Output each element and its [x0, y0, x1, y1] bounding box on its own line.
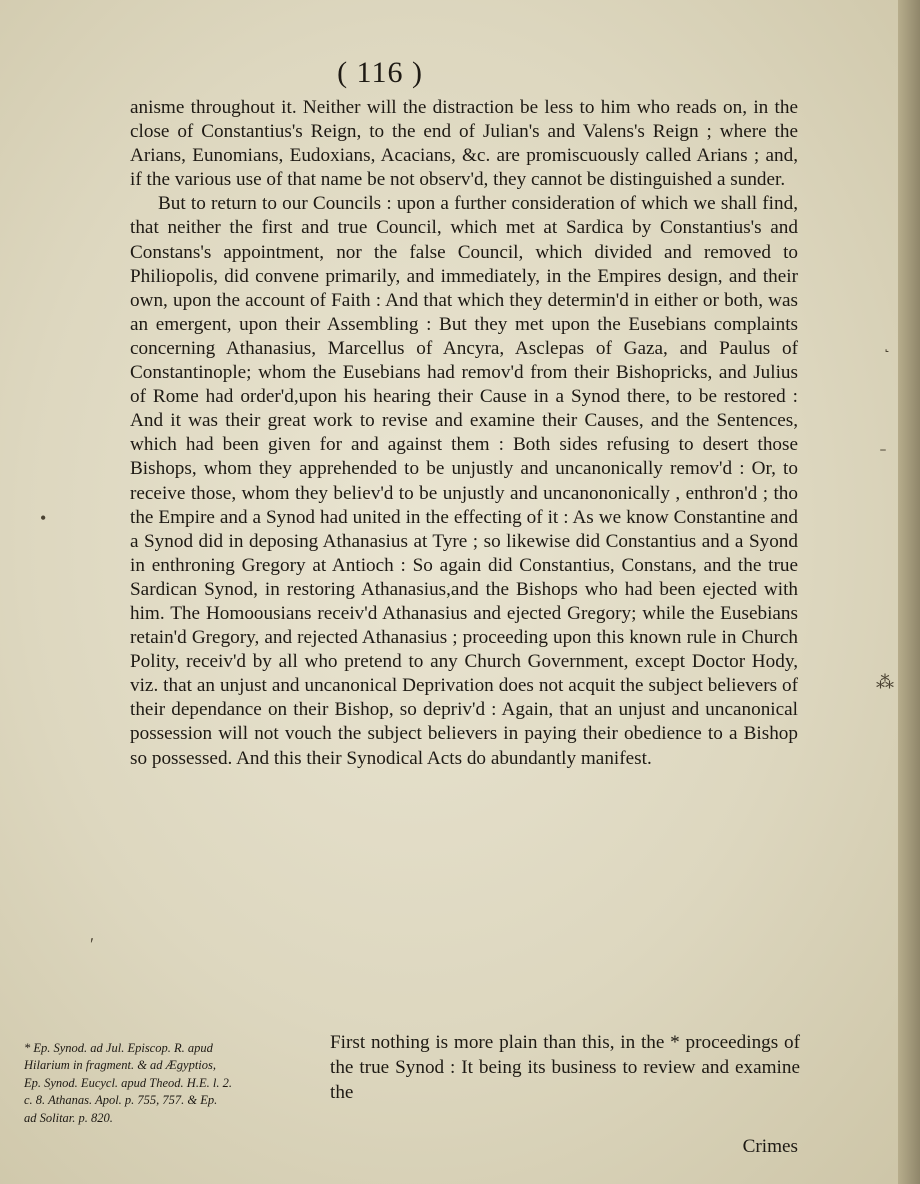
margin-mark: ⁂: [876, 672, 894, 692]
footnote-line: * Ep. Synod. ad Jul. Episcop. R. apud: [24, 1041, 213, 1055]
main-text: [130, 96, 798, 771]
footnote-line: ad Solitar. p. 820.: [24, 1110, 113, 1125]
page-number: ( 116 ): [337, 56, 423, 89]
paragraph-continued: anisme throughout it. Neither will the distraction be less to him who reads on, in the close of Constantius's Reign, to the end of Julian's and Valens's Reign ; where the Arians, Eunomians, Eudoxians, Acacians, &c. are promiscuously called Arians ; and, if the various use of that name be not observ'd, they cannot be distinguished a sunder.: [130, 97, 798, 191]
footnote: [24, 1040, 330, 1127]
margin-mark: ʹ: [90, 934, 94, 954]
catchword: Crimes: [742, 1136, 798, 1157]
paragraph-councils: But to return to our Councils : upon a further consideration of which we shall find, that neither the first and true Council, which met at Sardica by Constantius's and Constans's appointment, nor the false Council, which divided and removed to Philiopolis, did convene primarily, and immediately, in the Empires design, and their own, upon the account of Faith : And that which they determin'd in either or both, was an emergent, upon their Assembling : But they met upon the Eusebians complaints concerning Athanasius, Marcellus of Ancyra, Asclepas of Gaza, and Paulus of Constantinople; whom the Eusebians had remov'd from their Bishopricks, and Julius of Rome had order'd,upon his hearing their Cause in a Synod there, to be restored : And it was their great work to revise and examine their Causes, and the Sentences, which had been given for and against them : Both sides refusing to desert those Bishops, whom they apprehended to be unjustly and uncanonically remov'd : Or, to receive those, whom they believ'd to be unjustly and uncanononically , enthron'd ; tho the Empire and a Synod had united in the effecting of it : As we know Constantine and a Synod did in deposing Athanasius at Tyre ; so likewise did Constantius and a Syond in enthroning Gregory at Antioch : So again did Constantius, Constans, and the true Sardican Synod, in restoring Athanasius,and the Bishops who had been ejected with him. The Homoousians receiv'd Athanasius and ejected Gregory; while the Eusebians retain'd Gregory, and rejected Athanasius ; proceeding upon this known rule in Church Polity, receiv'd by all who pretend to any Church Government, except Doctor Hody, viz. that an unjust and uncanonical Deprivation does not acquit the subject believers of their dependance on their Bishop, so depriv'd : Again, that an unjust and uncanonical possession will not vouch the subject believers in paying their obedience to a Bishop so possessed. And this their Synodical Acts do abundantly manifest.: [130, 193, 798, 769]
page-edge-shadow: [898, 0, 920, 1184]
closing-text: [330, 1030, 800, 1105]
footnote-line: Hilarium in fragment. & ad Ægyptios,: [24, 1058, 217, 1073]
footnote-line: c. 8. Athanas. Apol. p. 755, 757. & Ep.: [24, 1093, 218, 1108]
margin-mark: ˻: [884, 332, 890, 352]
margin-mark: ˍ: [880, 432, 886, 452]
paragraph-first-nothing: First nothing is more plain than this, in the * proceedings of the true Synod : It being its business to review and examine the: [330, 1032, 800, 1103]
margin-mark: •: [40, 508, 47, 528]
footnote-line: Ep. Synod. Eucycl. apud Theod. H.E. l. 2.: [24, 1075, 232, 1090]
